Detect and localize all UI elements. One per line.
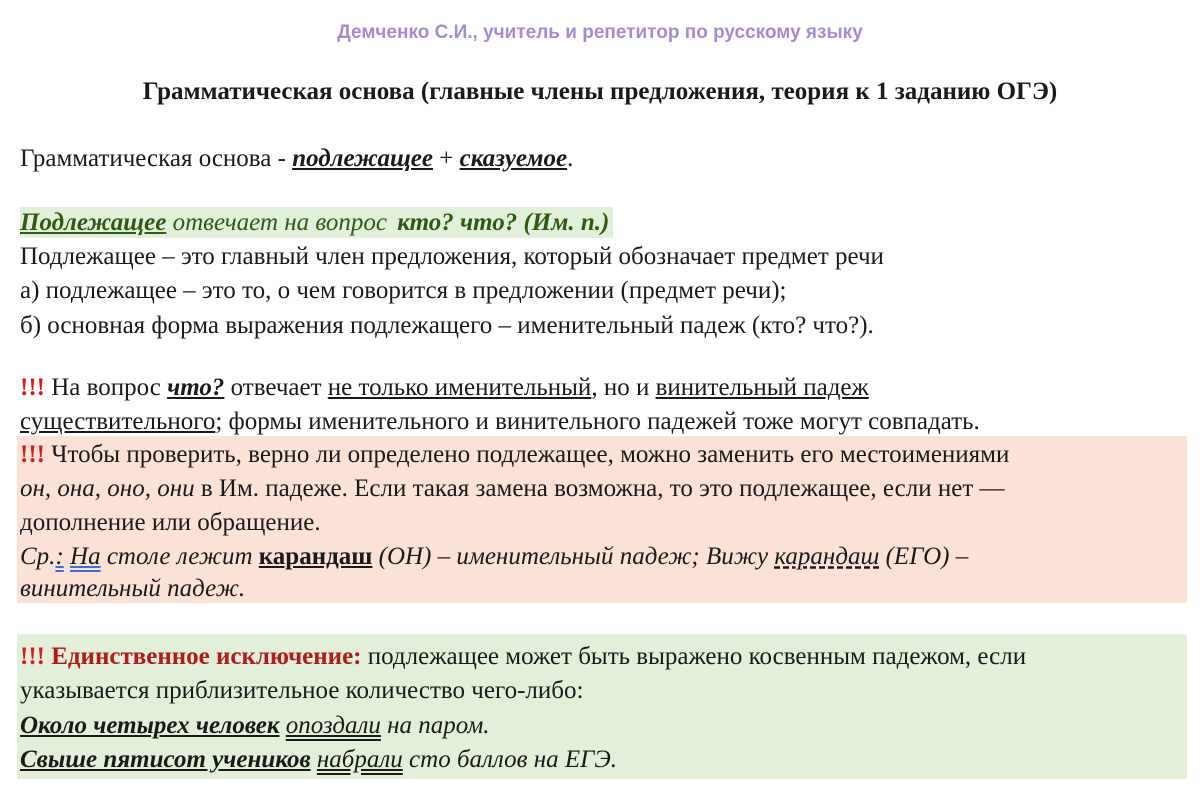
note2-mark: !!! [20, 441, 45, 468]
note2-line3: дополнение или обращение. [20, 509, 321, 536]
intro-line [20, 142, 573, 176]
note2-example-object: карандаш [774, 543, 880, 570]
exception-example2 [20, 743, 617, 777]
note1-underline2: винительный падеж [655, 374, 869, 401]
intro-predicate: сказуемое [459, 145, 568, 172]
note2-example-cp: Ср. [20, 543, 56, 570]
note1-text4: ; формы именительного и винительного падежей тоже могут совпадать. [215, 408, 980, 435]
subject-point-b: б) основная форма выражения подлежащего – именительный падеж (кто? что?). [20, 312, 874, 339]
subject-definition: Подлежащее – это главный член предложения, который обозначает предмет речи [20, 243, 884, 270]
note1-mark: !!! [20, 374, 45, 401]
note2-line1 [20, 438, 1009, 472]
note2-example-text1: столе лежит [100, 543, 259, 570]
note2-example-text2: (ОН) – именительный падеж; Вижу [372, 543, 775, 570]
intro-subject: подлежащее [292, 145, 433, 172]
exception-example1 [20, 709, 490, 743]
note1-line2 [20, 405, 980, 439]
author-watermark: Демченко С.И., учитель и репетитор по русскому языку [337, 22, 863, 43]
exception-example2-predicate: набрали [316, 746, 403, 773]
note1-text1: На вопрос [44, 374, 168, 401]
note1-what: что? [167, 374, 225, 401]
intro-end: . [567, 145, 574, 172]
intro-text: Грамматическая основа - [20, 145, 293, 172]
note1-line1 [20, 371, 869, 405]
note2-example-na: На [70, 543, 101, 570]
note2-example [20, 540, 968, 574]
exception-line1 [20, 640, 1026, 674]
note2-example-text3: (ЕГО) – [879, 543, 969, 570]
exception-example1-predicate: опоздали [285, 712, 381, 739]
page-title: Грамматическая основа (главные члены предложения, теория к 1 заданию ОГЭ) [142, 78, 1058, 105]
note1-text3: , но и [591, 374, 656, 401]
note2-pronouns: он, она, оно, они [20, 475, 195, 502]
note1-underline3: существительного [20, 408, 216, 435]
exception-label: Единственное исключение: [44, 643, 362, 670]
exception-text1: подлежащее может быть выражено косвенным падежом, если [361, 643, 1027, 670]
exception-example1-rest: на паром. [380, 712, 490, 739]
exception-example1-subject: Около четырех человек [20, 712, 280, 739]
subject-heading-question: кто? что? (Им. п.) [393, 207, 613, 238]
note2-example-subject: карандаш [258, 543, 373, 570]
subject-heading [20, 206, 613, 240]
note1-text2: отвечает [224, 374, 328, 401]
intro-plus: + [432, 145, 460, 172]
note2-example-line2: винительный падеж. [20, 575, 246, 602]
subject-point-a: а) подлежащее – это то, о чем говорится в предложении (предмет речи); [20, 277, 787, 304]
note2-line2 [20, 472, 1005, 506]
note2-text1: Чтобы проверить, верно ли определено подлежащее, можно заменить его местоимениями [44, 441, 1010, 468]
subject-heading-band [20, 207, 393, 238]
note1-underline1: не только именительный [327, 374, 592, 401]
subject-heading-term: Подлежащее [20, 209, 167, 236]
exception-example2-subject: Свыше пятисот учеников [20, 746, 311, 773]
exception-example2-rest: сто баллов на ЕГЭ. [402, 746, 617, 773]
subject-heading-text: отвечает на вопрос [166, 209, 394, 236]
note2-text2: в Им. падеже. Если такая замена возможна, то это подлежащее, если нет — [194, 475, 1005, 502]
exception-mark: !!! [20, 643, 45, 670]
exception-line2: указывается приблизительное количество чего-либо: [20, 677, 584, 704]
note2-example-colon: : [55, 543, 64, 570]
